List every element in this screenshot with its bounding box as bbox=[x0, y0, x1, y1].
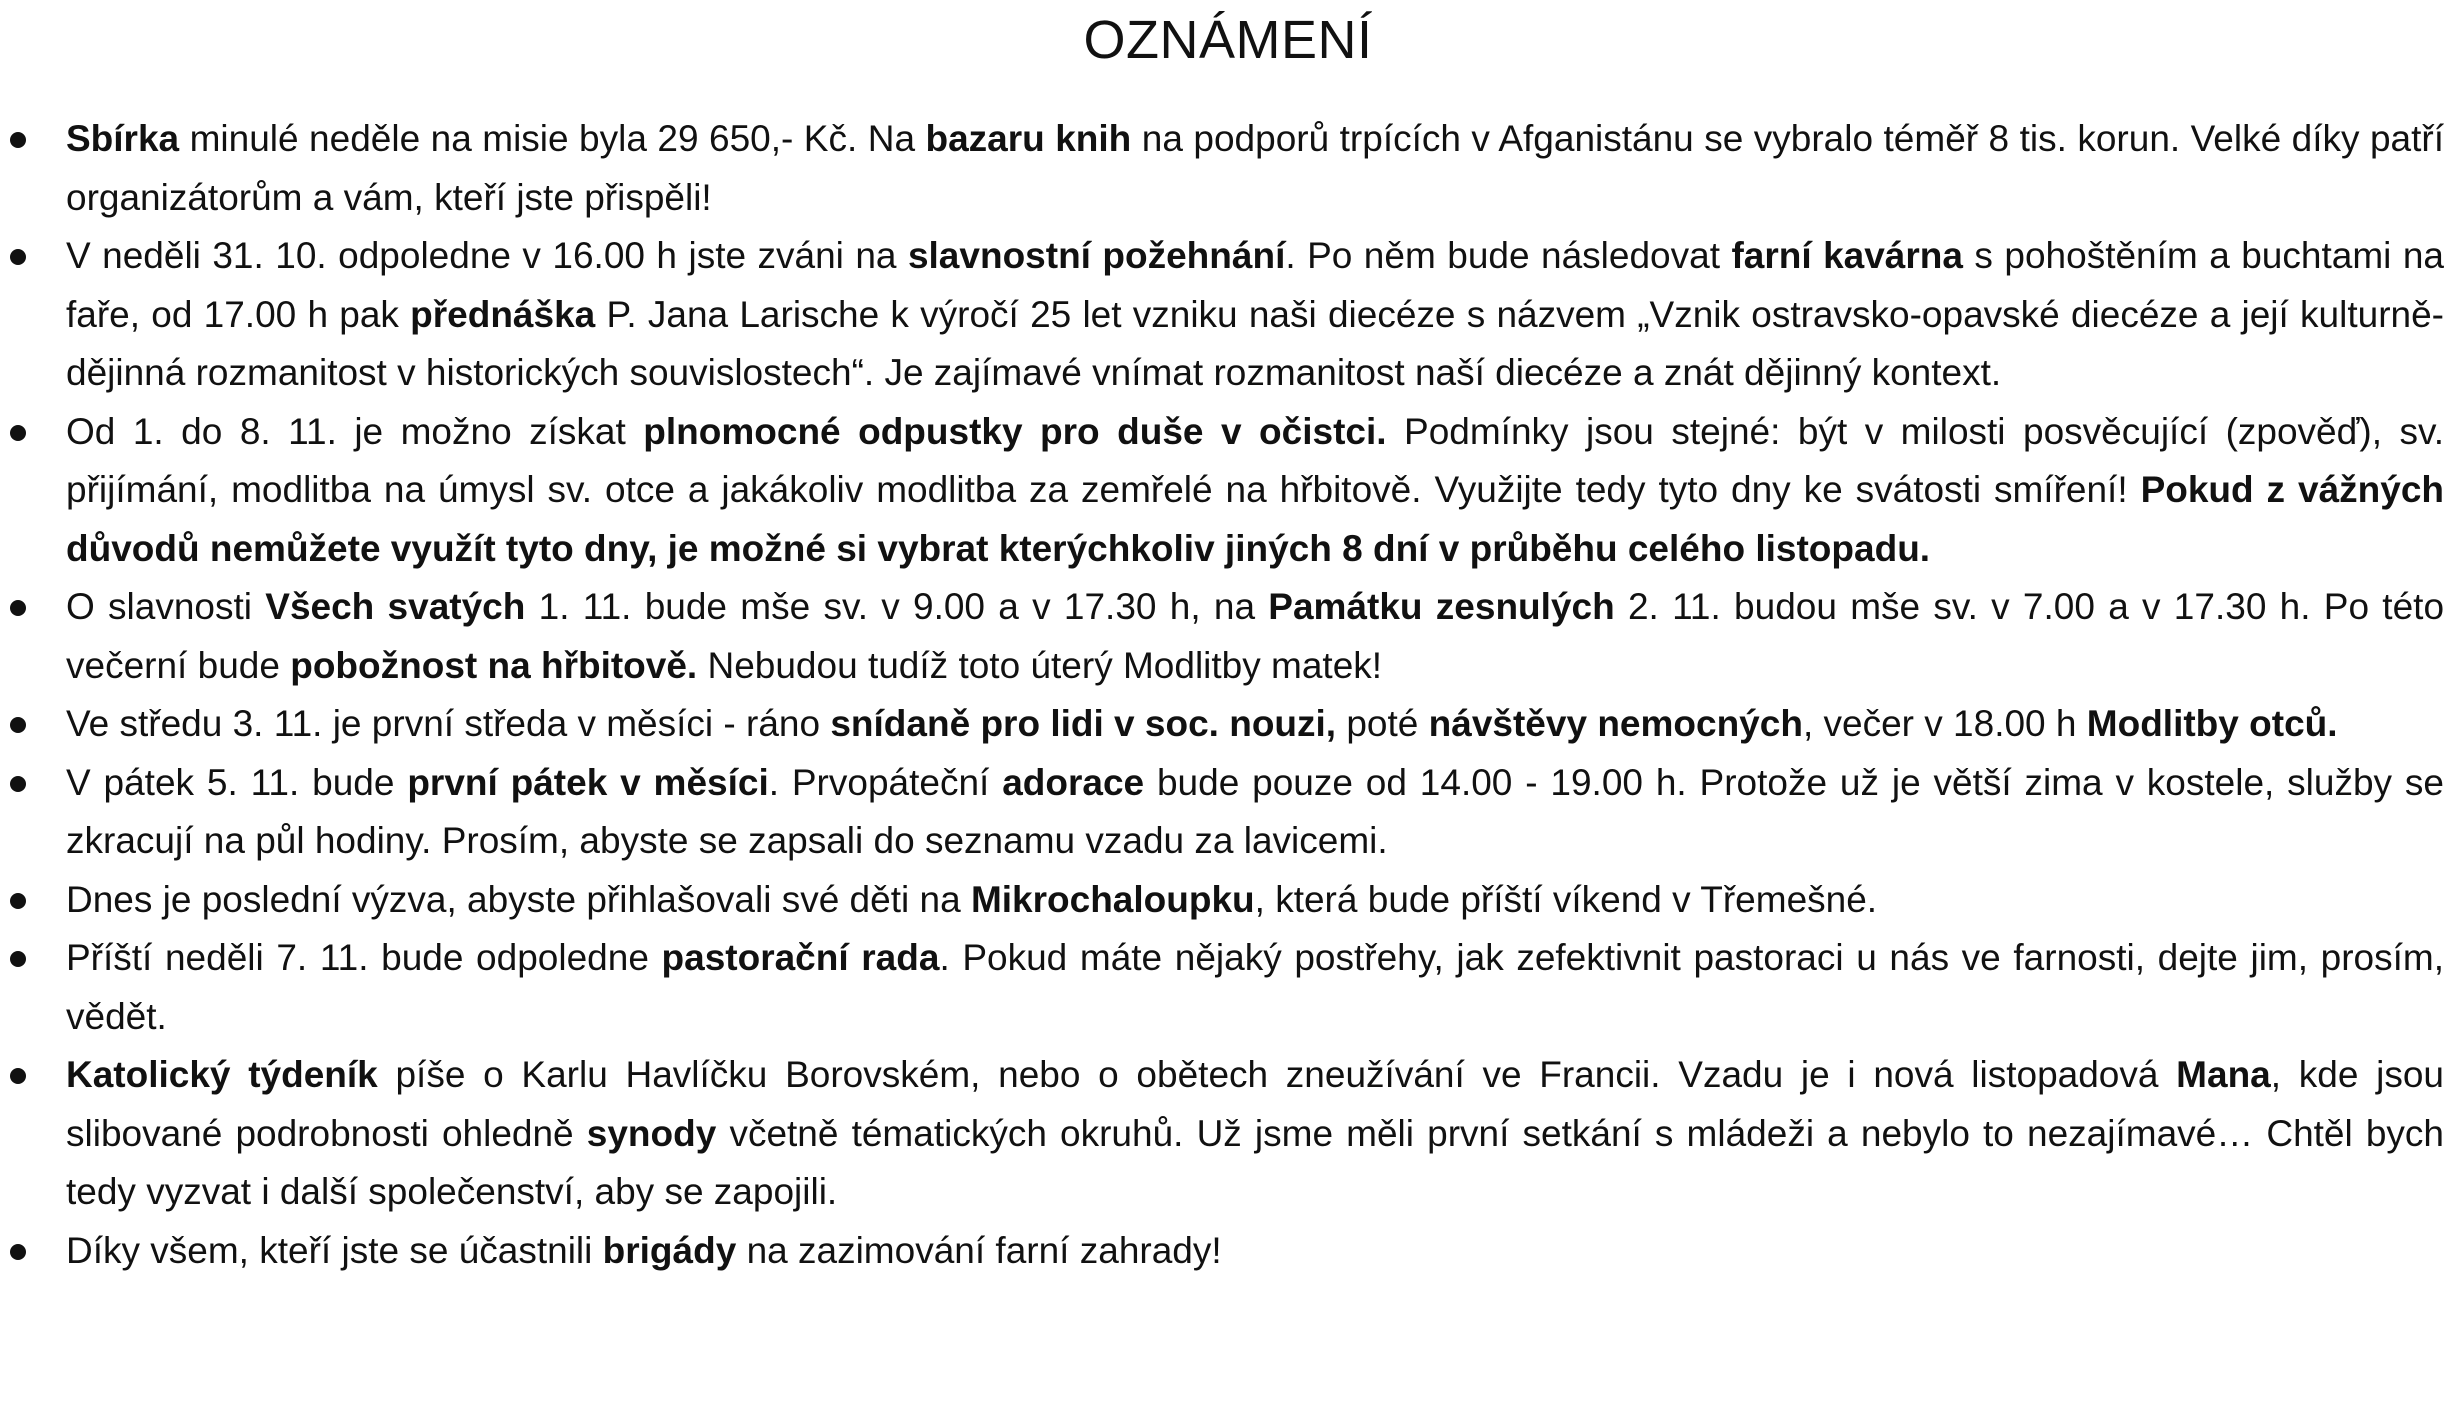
highlighted-text: snídaně pro lidi v soc. nouzi, bbox=[830, 703, 1337, 744]
announcement-text: V pátek 5. 11. bude bbox=[66, 761, 408, 803]
announcement-item bbox=[0, 1046, 2456, 1222]
announcement-item bbox=[0, 871, 2456, 930]
bullet-icon bbox=[10, 1068, 26, 1084]
announcement-text: 1. 11. bude mše sv. v 9.00 a v 17.30 h, na bbox=[525, 586, 1269, 627]
announcement-text: , kde jsou slibované podrobnosti ohledně bbox=[66, 1054, 2444, 1154]
announcement-text: Příští neděli 7. 11. bude odpoledne bbox=[66, 937, 662, 978]
highlighted-text: Památku zesnulých bbox=[1268, 586, 1615, 627]
bullet-icon bbox=[10, 951, 26, 967]
bullet-icon bbox=[10, 132, 26, 148]
bullet-icon bbox=[10, 717, 26, 733]
announcement-text: poté bbox=[1336, 703, 1429, 744]
highlighted-text: Mana bbox=[2176, 1054, 2271, 1095]
announcement-text: Ve středu 3. 11. je první středa v měsíci - ráno bbox=[66, 703, 831, 744]
highlighted-text: plnomocné odpustky pro duše v očistci. bbox=[643, 410, 1387, 452]
announcement-list bbox=[0, 110, 2456, 1280]
highlighted-text: první pátek v měsíci bbox=[407, 761, 769, 803]
announcement-text: , večer v 18.00 h bbox=[1802, 703, 2087, 744]
announcement-text: Dnes je poslední výzva, abyste přihlašovali své děti na bbox=[66, 878, 971, 920]
highlighted-text: Pokud z vážných důvodů nemůžete využít tyto dny, je možné si vybrat kterýchkoliv jiných 8 dní v průběhu celého listopadu. bbox=[66, 469, 2445, 569]
announcement-item bbox=[0, 403, 2456, 579]
announcement-text: 2. 11. budou mše sv. v 7.00 a v 17.30 h. Po této večerní bude bbox=[66, 586, 2445, 686]
announcement-text: na zazimování farní zahrady! bbox=[736, 1229, 1222, 1271]
announcement-text: Od 1. do 8. 11. je možno získat bbox=[66, 410, 644, 452]
bullet-icon bbox=[10, 249, 26, 265]
announcement-text: . Po něm bude následovat bbox=[1285, 235, 1732, 276]
announcement-text: P. Jana Larische k výročí 25 let vzniku naši diecéze s názvem „Vznik ostravsko-opavské diecéze a její kulturně-dějinná rozmanitost v historických souvislostech“. Je zajímavé vnímat rozmanitost naší diecéze a znát dějinný kontext. bbox=[66, 293, 2444, 393]
highlighted-text: Mikrochaloupku bbox=[970, 878, 1255, 920]
announcement-text: minulé neděle na misie byla 29 650,- Kč. Na bbox=[179, 118, 926, 159]
highlighted-text: slavnostní požehnání bbox=[907, 235, 1286, 276]
highlighted-text: návštěvy nemocných bbox=[1428, 703, 1803, 744]
announcement-text: včetně tématických okruhů. Už jsme měli první setkání s mládeži a nebylo to nezajímavé… Chtěl bych tedy vyzvat i další společenství, aby se zapojili. bbox=[66, 1112, 2445, 1212]
highlighted-text: brigády bbox=[602, 1229, 737, 1271]
announcement-text: , která bude příští víkend v Třemešné. bbox=[1254, 878, 1878, 920]
highlighted-text: pastorační rada bbox=[661, 937, 940, 978]
bullet-icon bbox=[10, 1244, 26, 1260]
highlighted-text: pobožnost na hřbitově. bbox=[290, 644, 698, 686]
bullet-icon bbox=[10, 425, 26, 441]
highlighted-text: Všech svatých bbox=[265, 586, 526, 627]
announcement-item bbox=[0, 929, 2456, 1046]
announcement-item bbox=[0, 110, 2456, 227]
bullet-icon bbox=[10, 776, 26, 792]
announcement-text: . Pokud máte nějaký postřehy, jak zefektivnit pastoraci u nás ve farnosti, dejte jim, prosím, vědět. bbox=[66, 937, 2445, 1037]
highlighted-text: adorace bbox=[1002, 761, 1145, 803]
announcement-text: Nebudou tudíž toto úterý Modlitby matek! bbox=[697, 644, 1383, 686]
announcement-item bbox=[0, 1222, 2456, 1281]
announcement-text: na podporů trpících v Afganistánu se vybralo téměř 8 tis. korun. Velké díky patří organizátorům a vám, kteří jste přispěli! bbox=[66, 118, 2444, 218]
bullet-icon bbox=[10, 600, 26, 616]
highlighted-text: farní kavárna bbox=[1731, 235, 1963, 276]
announcement-item bbox=[0, 695, 2456, 754]
announcement-item bbox=[0, 754, 2456, 871]
announcement-item bbox=[0, 227, 2456, 403]
highlighted-text: Modlitby otců. bbox=[2086, 703, 2338, 744]
highlighted-text: Sbírka bbox=[66, 118, 180, 159]
page-title: OZNÁMENÍ bbox=[1083, 10, 1373, 70]
highlighted-text: synody bbox=[586, 1112, 717, 1154]
highlighted-text: přednáška bbox=[410, 293, 596, 335]
bullet-icon bbox=[10, 893, 26, 909]
announcement-text: . Prvopáteční bbox=[768, 761, 1003, 803]
announcement-text: bude pouze od 14.00 - 19.00 h. Protože už je větší zima v kostele, služby se zkracují na půl hodiny. Prosím, abyste se zapsali do seznamu vzadu za lavicemi. bbox=[66, 761, 2444, 861]
announcement-text: V neděli 31. 10. odpoledne v 16.00 h jste zváni na bbox=[66, 235, 908, 276]
announcement-text: Podmínky jsou stejné: být v milosti posvěcující (zpověď), sv. přijímání, modlitba na úmysl sv. otce a jakákoliv modlitba za zemřelé na hřbitově. Využijte tedy tyto dny ke svátosti smíření! bbox=[66, 410, 2444, 510]
announcement-text: píše o Karlu Havlíčku Borovském, nebo o obětech zneužívání ve Francii. Vzadu je i nová listopadová bbox=[377, 1054, 2177, 1095]
announcement-text: Díky všem, kteří jste se účastnili bbox=[66, 1229, 603, 1271]
announcement-text: O slavnosti bbox=[66, 586, 266, 627]
highlighted-text: Katolický týdeník bbox=[66, 1054, 378, 1095]
announcement-text: s pohoštěním a buchtami na faře, od 17.00 h pak bbox=[66, 235, 2444, 335]
announcement-item bbox=[0, 578, 2456, 695]
highlighted-text: bazaru knih bbox=[925, 118, 1132, 159]
